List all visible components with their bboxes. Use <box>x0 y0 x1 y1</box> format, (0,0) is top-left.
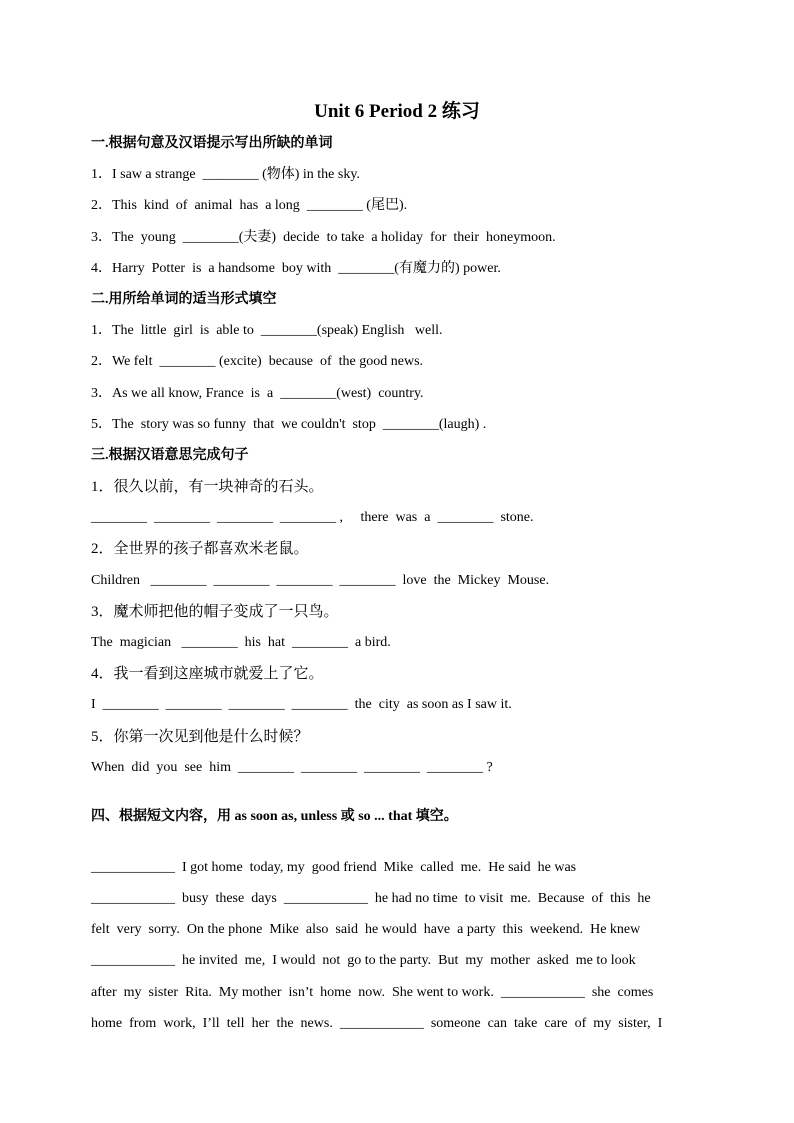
s3-answer-4: I ________ ________ ________ ________ the city as soon as I saw it. <box>91 697 512 712</box>
s1-item-3: 3．The young ________(夫妻) decide to take a holiday for their honeymoon. <box>91 230 556 245</box>
s4-line-6: home from work, I’ll tell her the news. ____________ someone can take care of my sister, I <box>91 1016 663 1031</box>
section2-heading: 二.用所给单词的适当形式填空 <box>91 292 277 307</box>
s4-line-4: ____________ he invited me, I would not go to the party. But my mother asked me to look <box>91 953 636 968</box>
s1-item-2: 2．This kind of animal has a long ________ (尾巴). <box>91 198 408 213</box>
s4-line-5: after my sister Rita. My mother isn’t home now. She went to work. ____________ she comes <box>91 985 654 1000</box>
s1-item-4: 4．Harry Potter is a handsome boy with ________(有魔力的) power. <box>91 261 501 276</box>
s3-answer-3: The magician ________ his hat ________ a bird. <box>91 635 391 650</box>
s3-prompt-1: 1．很久以前，有一块神奇的石头。 <box>91 479 324 495</box>
s2-item-3: 3．As we all know, France is a ________(west) country. <box>91 386 424 401</box>
s2-item-4: 5．The story was so funny that we couldn't stop ________(laugh) . <box>91 417 487 432</box>
s1-item-1: 1．I saw a strange ________ (物体) in the sky. <box>91 167 360 182</box>
s3-prompt-5: 5．你第一次见到他是什么时候？ <box>91 729 309 745</box>
s4-line-1: ____________ I got home today, my good friend Mike called me. He said he was <box>91 860 577 875</box>
s4-line-2: ____________ busy these days ____________ he had no time to visit me. Because of this he <box>91 891 651 906</box>
s3-prompt-3: 3．魔术师把他的帽子变成了一只鸟。 <box>91 604 339 620</box>
section3-heading: 三.根据汉语意思完成句子 <box>91 448 249 463</box>
s3-answer-2: Children ________ ________ ________ ________ love the Mickey Mouse. <box>91 573 550 588</box>
s3-prompt-2: 2．全世界的孩子都喜欢米老鼠。 <box>91 541 309 557</box>
s3-answer-1: ________ ________ ________ ________ , there was a ________ stone. <box>91 510 534 525</box>
s4-line-3: felt very sorry. On the phone Mike also said he would have a party this weekend. He knew <box>91 922 641 937</box>
s2-item-1: 1．The little girl is able to ________(speak) English well. <box>91 323 443 338</box>
page-title: Unit 6 Period 2 练习 <box>314 101 480 122</box>
s3-answer-5: When did you see him ________ ________ ________ ________ ? <box>91 760 493 775</box>
s3-prompt-4: 4．我一看到这座城市就爱上了它。 <box>91 666 324 682</box>
section4-heading: 四、根据短文内容，用 as soon as, unless 或 so ... that 填空。 <box>91 809 458 824</box>
section1-heading: 一.根据句意及汉语提示写出所缺的单词 <box>91 136 333 151</box>
s2-item-2: 2．We felt ________ (excite) because of the good news. <box>91 354 424 369</box>
